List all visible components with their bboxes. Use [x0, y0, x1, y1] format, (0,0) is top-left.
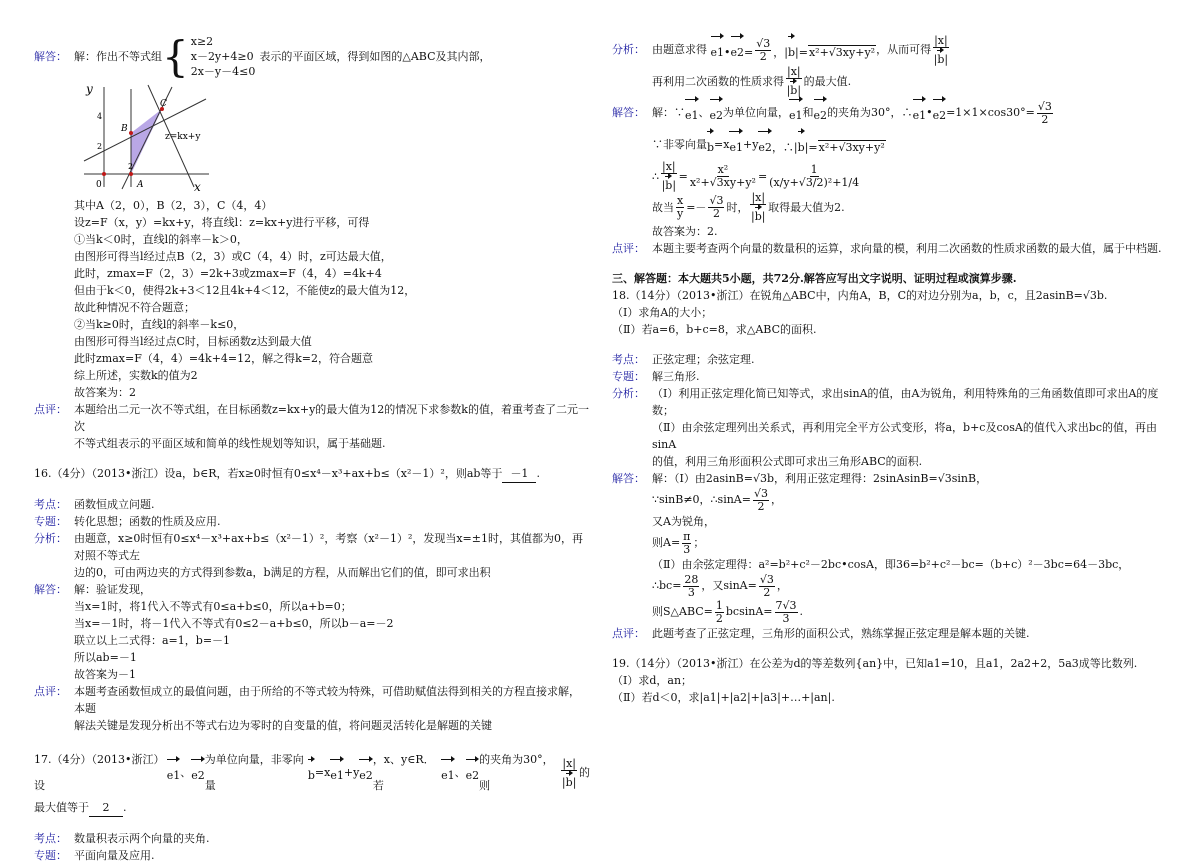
q16-topic: 专题： 转化思想；函数的性质及应用.: [34, 515, 221, 528]
p15-solution-intro: 解答： 解：作出不等式组 { x≥2 x－2y+4≥0 2x－y－4≤0 表示的平面区域，得到如图的△ABC及其内部，: [34, 31, 491, 81]
svg-text:x: x: [194, 180, 201, 194]
q17-topic: 专题： 平面向量及应用.: [34, 849, 155, 862]
svg-text:0: 0: [96, 180, 102, 190]
q16-solution: 解答： 解：验证发现，: [34, 583, 151, 596]
inequality-system: { x≥2 x－2y+4≥0 2x－y－4≤0: [162, 31, 256, 81]
q18-solution: 解答： 解：（Ⅰ）由2asinB=√3b，利用正弦定理得：2sinAsinB=√3sinB，: [612, 472, 988, 485]
q17-solution: 解答： 解：∵ e1 、 e2 为单位向量， e1 和 e2 的夹角为30°，∴ e1 • e2 =1×1×cos30°= $\frac{√3}{2}$: [612, 97, 1172, 129]
solution-label: 解答：: [34, 50, 67, 63]
p15-line-2: ①当k＜0时，直线l的斜率－k＞0，: [74, 233, 248, 246]
q16-analysis: 分析： 由题意，x≥0时恒有0≤x⁴－x³+ax+b≤（x²－1）²，考察（x²－1）²，发现当x=±1时，其值都为0，再对照不等式左: [34, 532, 583, 562]
q18-review: 点评： 此题考查了正弦定理，三角形的面积公式，熟练掌握正弦定理是解本题的关键.: [612, 627, 1030, 640]
p15-line-4: 此时，zmax=F（2，3）=2k+3或zmax=F（4，4）=4k+4: [74, 267, 382, 280]
q17-point: 考点： 数量积表示两个向量的夹角.: [34, 832, 210, 845]
q18-point: 考点： 正弦定理；余弦定理.: [612, 353, 755, 366]
svg-text:A: A: [137, 180, 144, 190]
q18-analysis: 分析： （Ⅰ）利用正弦定理化简已知等式，求出sinA的值，由A为锐角，利用特殊角的三角函数值即可求出A的度: [612, 387, 1159, 400]
p15-review: 点评： 本题给出二元一次不等式组，在目标函数z=kx+y的最大值为12的情况下求参数k的值，着重考查了二元一次: [34, 403, 589, 433]
p15-line-10: 综上所述，实数k的值为2: [74, 369, 198, 382]
triangle-abc-region: [131, 109, 162, 174]
right-column: 分析： 由题意求得 e1•e2= $\frac{√3}{2}$ ，|b|=x²+√3xy+y² ，从而可得 $\frac{|x|}{|b|}$ 再利用二次函数的性质求得 $\frac{|x|}{|b|}$ 的最大值. 解答： 解：∵ e1 、 e2 为单位向量， e1 和 e2 的夹角为30°，∴ e1 • e2 =1×1×cos30°= $\frac{√3}{2}$ ∵非零向量 b =x e1 +y e2 ，∴|b|=x²+√3xy+y² ∴ $\frac{|x|}{|b|}$ = $\frac{\text{x²}}{\text{x²+√3xy+y²}}$ = $\frac{1}{\text{(x/y+√3/2)²+1/4}}$ 故当 $\frac{x}{y}$ =－ $\frac{√3}{2}$ 时， $\frac{|x|}{|b|}$ 取得最大值为2. 故答案为：2. 点评： 本题主要考查两个向量的数量积的运算，求向量的模，利用二次函数的性质求函数的最大值，属于中档题. 三、解答题：本大题共5小题，共72分.解答应写出文字说明、证明过程或演算步骤. 18.（14分）（2013•浙江）在锐角△ABC中，内角A，B，C的对边分别为a，b，c，且2asinB=√3b. （Ⅰ）求角A的大小； （Ⅱ）若a=6，b+c=8，求△ABC的面积. 考点： 正弦定理；余弦定理. 专题： 解三角形. 分析： （Ⅰ）利用正弦定理化简已知等式，求出sinA的值，由A为锐角，利用特殊角的三角函数值即可求出A的度 数； （Ⅱ）由余弦定理列出关系式，再利用完全平方公式变形，将a，b+c及cosA的值代入求出bc的值，再由sinA 的值，利用三角形面积公式即可求出三角形ABC的面积. 解答： 解：（Ⅰ）由2asinB=√3b，利用正弦定理得：2sinAsinB=√3sinB， ∵sinB≠0，∴sinA= $\frac{√3}{2}$ ， 又A为锐角， 则A= $\frac{\pi}{3}$ ； （Ⅱ）由余弦定理得：a²=b²+c²－2bc•cosA，即36=b²+c²－bc=（b+c）²－3bc=64－3bc， ∴bc= $\frac{28}{3}$ ，又sinA= $\frac{√3}{2}$ ， 则S△ABC= $\frac{1}{2}$ bcsinA= $\frac{7√3}{3}$ . 点评： 此题考查了正弦定理，三角形的面积公式，熟练掌握正弦定理是解本题的关键. 19.（14分）（2013•浙江）在公差为d的等差数列{an}中，已知a1=10，且a1，2a2+2，5a3成等比数列. （Ⅰ）求d，an； （Ⅱ）若d＜0，求|a1|+|a2|+|a3|+…+|an|.: [612, 34, 1172, 706]
q16-point: 考点： 函数恒成立问题.: [34, 498, 155, 511]
p15-line-6: 故此种情况不符合题意；: [74, 301, 195, 314]
p15-line-0: 其中A（2，0），B（2，3），C（4，4）: [74, 199, 273, 212]
q17-solution-line4: 故当 $\frac{x}{y}$ =－ $\frac{√3}{2}$ 时， $\frac{|x|}{|b|}$ 取得最大值为2.: [652, 191, 845, 223]
p15-line-3: 由图形可得当l经过点B（2，3）或C（4，4）时，z可达最大值，: [74, 250, 392, 263]
svg-text:4: 4: [97, 112, 103, 121]
p15-line-8: 由图形可得当l经过点C时，目标函数z达到最大值: [74, 335, 312, 348]
q17-solution-line3: ∴ $\frac{|x|}{|b|}$ = $\frac{\text{x²}}{\text{x²+√3xy+y²}}$ = $\frac{1}{\text{(x/y+√3/2)²+1/4}}$: [652, 160, 860, 192]
p15-line-11: 故答案为：2: [74, 386, 136, 399]
q17-line2: 最大值等于 2 .: [34, 799, 590, 817]
svg-text:2: 2: [97, 142, 103, 151]
svg-text:z=kx+y: z=kx+y: [165, 132, 201, 142]
q17-solution-line2: ∵非零向量 b =x e1 +y e2 ，∴|b|=x²+√3xy+y²: [652, 129, 1172, 161]
section-3-heading: 三、解答题：本大题共5小题，共72分.解答应写出文字说明、证明过程或演算步骤.: [612, 272, 1017, 285]
review-label: 点评：: [34, 403, 67, 416]
svg-text:2: 2: [128, 162, 134, 171]
q19-stem: 19.（14分）（2013•浙江）在公差为d的等差数列{an}中，已知a1=10，且a1，2a2+2，5a3成等比数列.: [612, 657, 1138, 670]
q17-analysis: 分析： 由题意求得 e1•e2= $\frac{√3}{2}$ ，|b|=x²+√3xy+y² ，从而可得 $\frac{|x|}{|b|}$: [612, 33, 949, 66]
q17-analysis-line2: 再利用二次函数的性质求得 $\frac{|x|}{|b|}$ 的最大值.: [652, 65, 852, 97]
q18-stem: 18.（14分）（2013•浙江）在锐角△ABC中，内角A，B，C的对边分别为a，b，c，且2asinB=√3b.: [612, 289, 1108, 302]
q16-review: 点评： 本题考查函数恒成立的最值问题，由于所给的不等式较为特殊，可借助赋值法得到相关的方程直接求解，本题: [34, 685, 580, 715]
q16-stem: 16.（4分）（2013•浙江）设a，b∈R，若x≥0时恒有0≤x⁴－x³+ax+b≤（x²－1）²，则ab等于 －1 .: [34, 465, 590, 483]
q17-answer: 2: [89, 799, 123, 817]
q17-stem: 17.（4分）（2013•浙江）设 e1 、 e2 为单位向量，非零向量 b =x e1 +y e2 ，x、y∈R．若 e1 、 e2 的夹角为30°，则 $\frac{|x|}{|b|}$ 的: [34, 753, 590, 792]
p15-line-7: ②当k≥0时，直线l的斜率－k≤0，: [74, 318, 245, 331]
svg-text:B: B: [121, 124, 128, 134]
p15-line-5: 但由于k＜0，使得2k+3＜12且4k+4＜12，不能使z的最大值为12，: [74, 284, 416, 297]
q16-answer: －1: [502, 465, 536, 483]
q17-review: 点评： 本题主要考查两个向量的数量积的运算，求向量的模，利用二次函数的性质求函数的最大值，属于中档题.: [612, 242, 1162, 255]
p15-line-1: 设z=F（x，y）=kx+y，将直线l：z=kx+y进行平移，可得: [74, 216, 370, 229]
q18-topic: 专题： 解三角形.: [612, 370, 700, 383]
left-column: 解答： 解：作出不等式组 { x≥2 x－2y+4≥0 2x－y－4≤0 表示的平面区域，得到如图的△ABC及其内部， y x 0 A B C z=kx+y 4 2 2 其中A（2，0），B（2，3），C（4，4） 设z=F（x，y）=kx+y，将直线l：z=kx+y进行平移，可得 ①当k＜0时，直线l的斜率－k＞0， 由图形可得当l经过点B（2，3）或C（4，4）时，z可达最大值， 此时，zmax=F（2，3）=2k+3或zmax=F（4，4）=4k+4 但由于k＜0，使得2k+3＜12且4k+4＜12，不能使z的最大值为12， 故此种情况不符合题意； ②当k≥0时，直线l的斜率－k≤0， 由图形可得当l经过点C时，目标函数z达到最大值 此时zmax=F（4，4）=4k+4=12，解之得k=2，符合题意 综上所述，实数k的值为2 故答案为：2 点评： 本题给出二元一次不等式组，在目标函数z=kx+y的最大值为12的情况下求参数k的值，着重考查了二元一次 不等式组表示的平面区域和简单的线性规划等知识，属于基础题. 16.（4分）（2013•浙江）设a，b∈R，若x≥0时恒有0≤x⁴－x³+ax+b≤（x²－1）²，则ab等于 －1 . 考点： 函数恒成立问题. 专题： 转化思想；函数的性质及应用. 分析： 由题意，x≥0时恒有0≤x⁴－x³+ax+b≤（x²－1）²，考察（x²－1）²，发现当x=±1时，其值都为0，再对照不等式左 边的0，可由两边夹的方式得到参数a，b满足的方程，从而解出它们的值，即可求出积 解答： 解：验证发现， 当x=1时，将1代入不等式有0≤a+b≤0，所以a+b=0； 当x=－1时，将－1代入不等式有0≤2－a+b≤0，所以b－a=－2 联立以上二式得：a=1，b=－1 所以ab=－1 故答案为－1 点评： 本题考查函数恒成立的最值问题，由于所给的不等式较为特殊，可借助赋值法得到相关的方程直接求解，本题 解法关键是发现分析出不等式右边为零时的自变量的值，将问题灵活转化是解题的关键 17.（4分）（2013•浙江）设 e1 、 e2 为单位向量，非零向量 b =x e1 +y e2 ，x、y∈R．若 e1 、 e2 的夹角为30°，则 $\frac{|x|}{|b|}$ 的 最大值等于 2 . 考点： 数量积表示两个向量的夹角. 专题： 平面向量及应用.: [34, 31, 590, 862]
svg-text:y: y: [86, 82, 93, 96]
svg-text:C: C: [160, 99, 167, 109]
region-graph: [74, 79, 214, 194]
p15-line-9: 此时zmax=F（4，4）=4k+4=12，解之得k=2，符合题意: [74, 352, 374, 365]
